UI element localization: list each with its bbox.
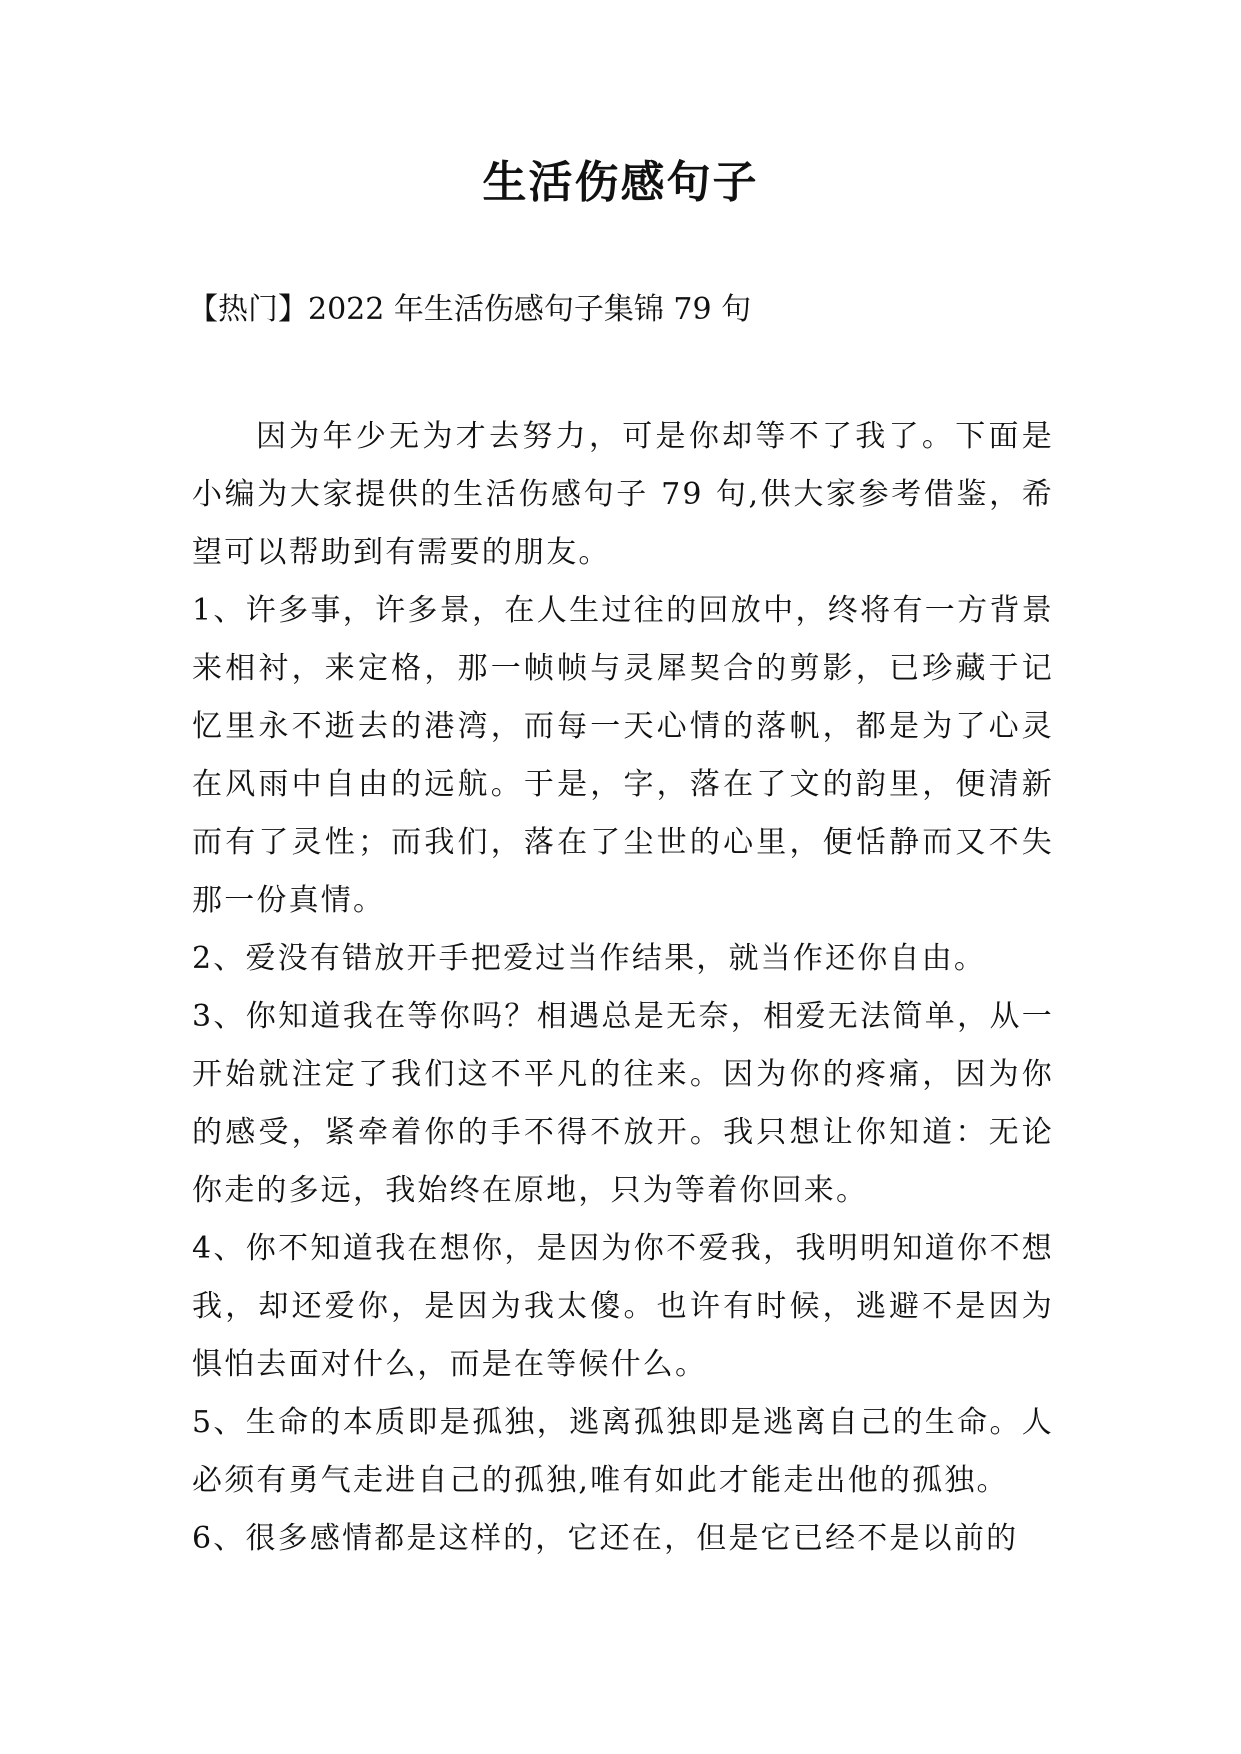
list-item: 5、生命的本质即是孤独，逃离孤独即是逃离自己的生命。人必须有勇气走进自己的孤独,唯有如此才能走出他的孤独。 [192, 1405, 1054, 1498]
document-subtitle: 【热门】2022 年生活伤感句子集锦 79 句 [188, 292, 752, 327]
list-item: 1、许多事，许多景，在人生过往的回放中，终将有一方背景来相衬，来定格，那一帧帧与灵犀契合的剪影，已珍藏于记忆里永不逝去的港湾，而每一天心情的落帆，都是为了心灵在风雨中自由的远航。于是，字，落在了文的韵里，便清新而有了灵性；而我们，落在了尘世的心里，便恬静而又不失那一份真情。 [192, 593, 1054, 918]
list-item: 4、你不知道我在想你，是因为你不爱我，我明明知道你不想我，却还爱你，是因为我太傻。也许有时候，逃避不是因为惧怕去面对什么，而是在等候什么。 [192, 1231, 1054, 1382]
document-title: 生活伤感句子 [482, 157, 759, 208]
document-body [192, 408, 1054, 1568]
list-item: 2、爱没有错放开手把爱过当作结果，就当作还你自由。 [192, 941, 987, 976]
list-item: 6、很多感情都是这样的，它还在，但是它已经不是以前的 [192, 1521, 1019, 1556]
intro-paragraph: 因为年少无为才去努力，可是你却等不了我了。下面是小编为大家提供的生活伤感句子 79 句,供大家参考借鉴，希望可以帮助到有需要的朋友。 [192, 419, 1054, 570]
list-item: 3、你知道我在等你吗？相遇总是无奈，相爱无法简单，从一开始就注定了我们这不平凡的往来。因为你的疼痛，因为你的感受，紧牵着你的手不得不放开。我只想让你知道：无论你走的多远，我始终在原地，只为等着你回来。 [192, 999, 1054, 1208]
